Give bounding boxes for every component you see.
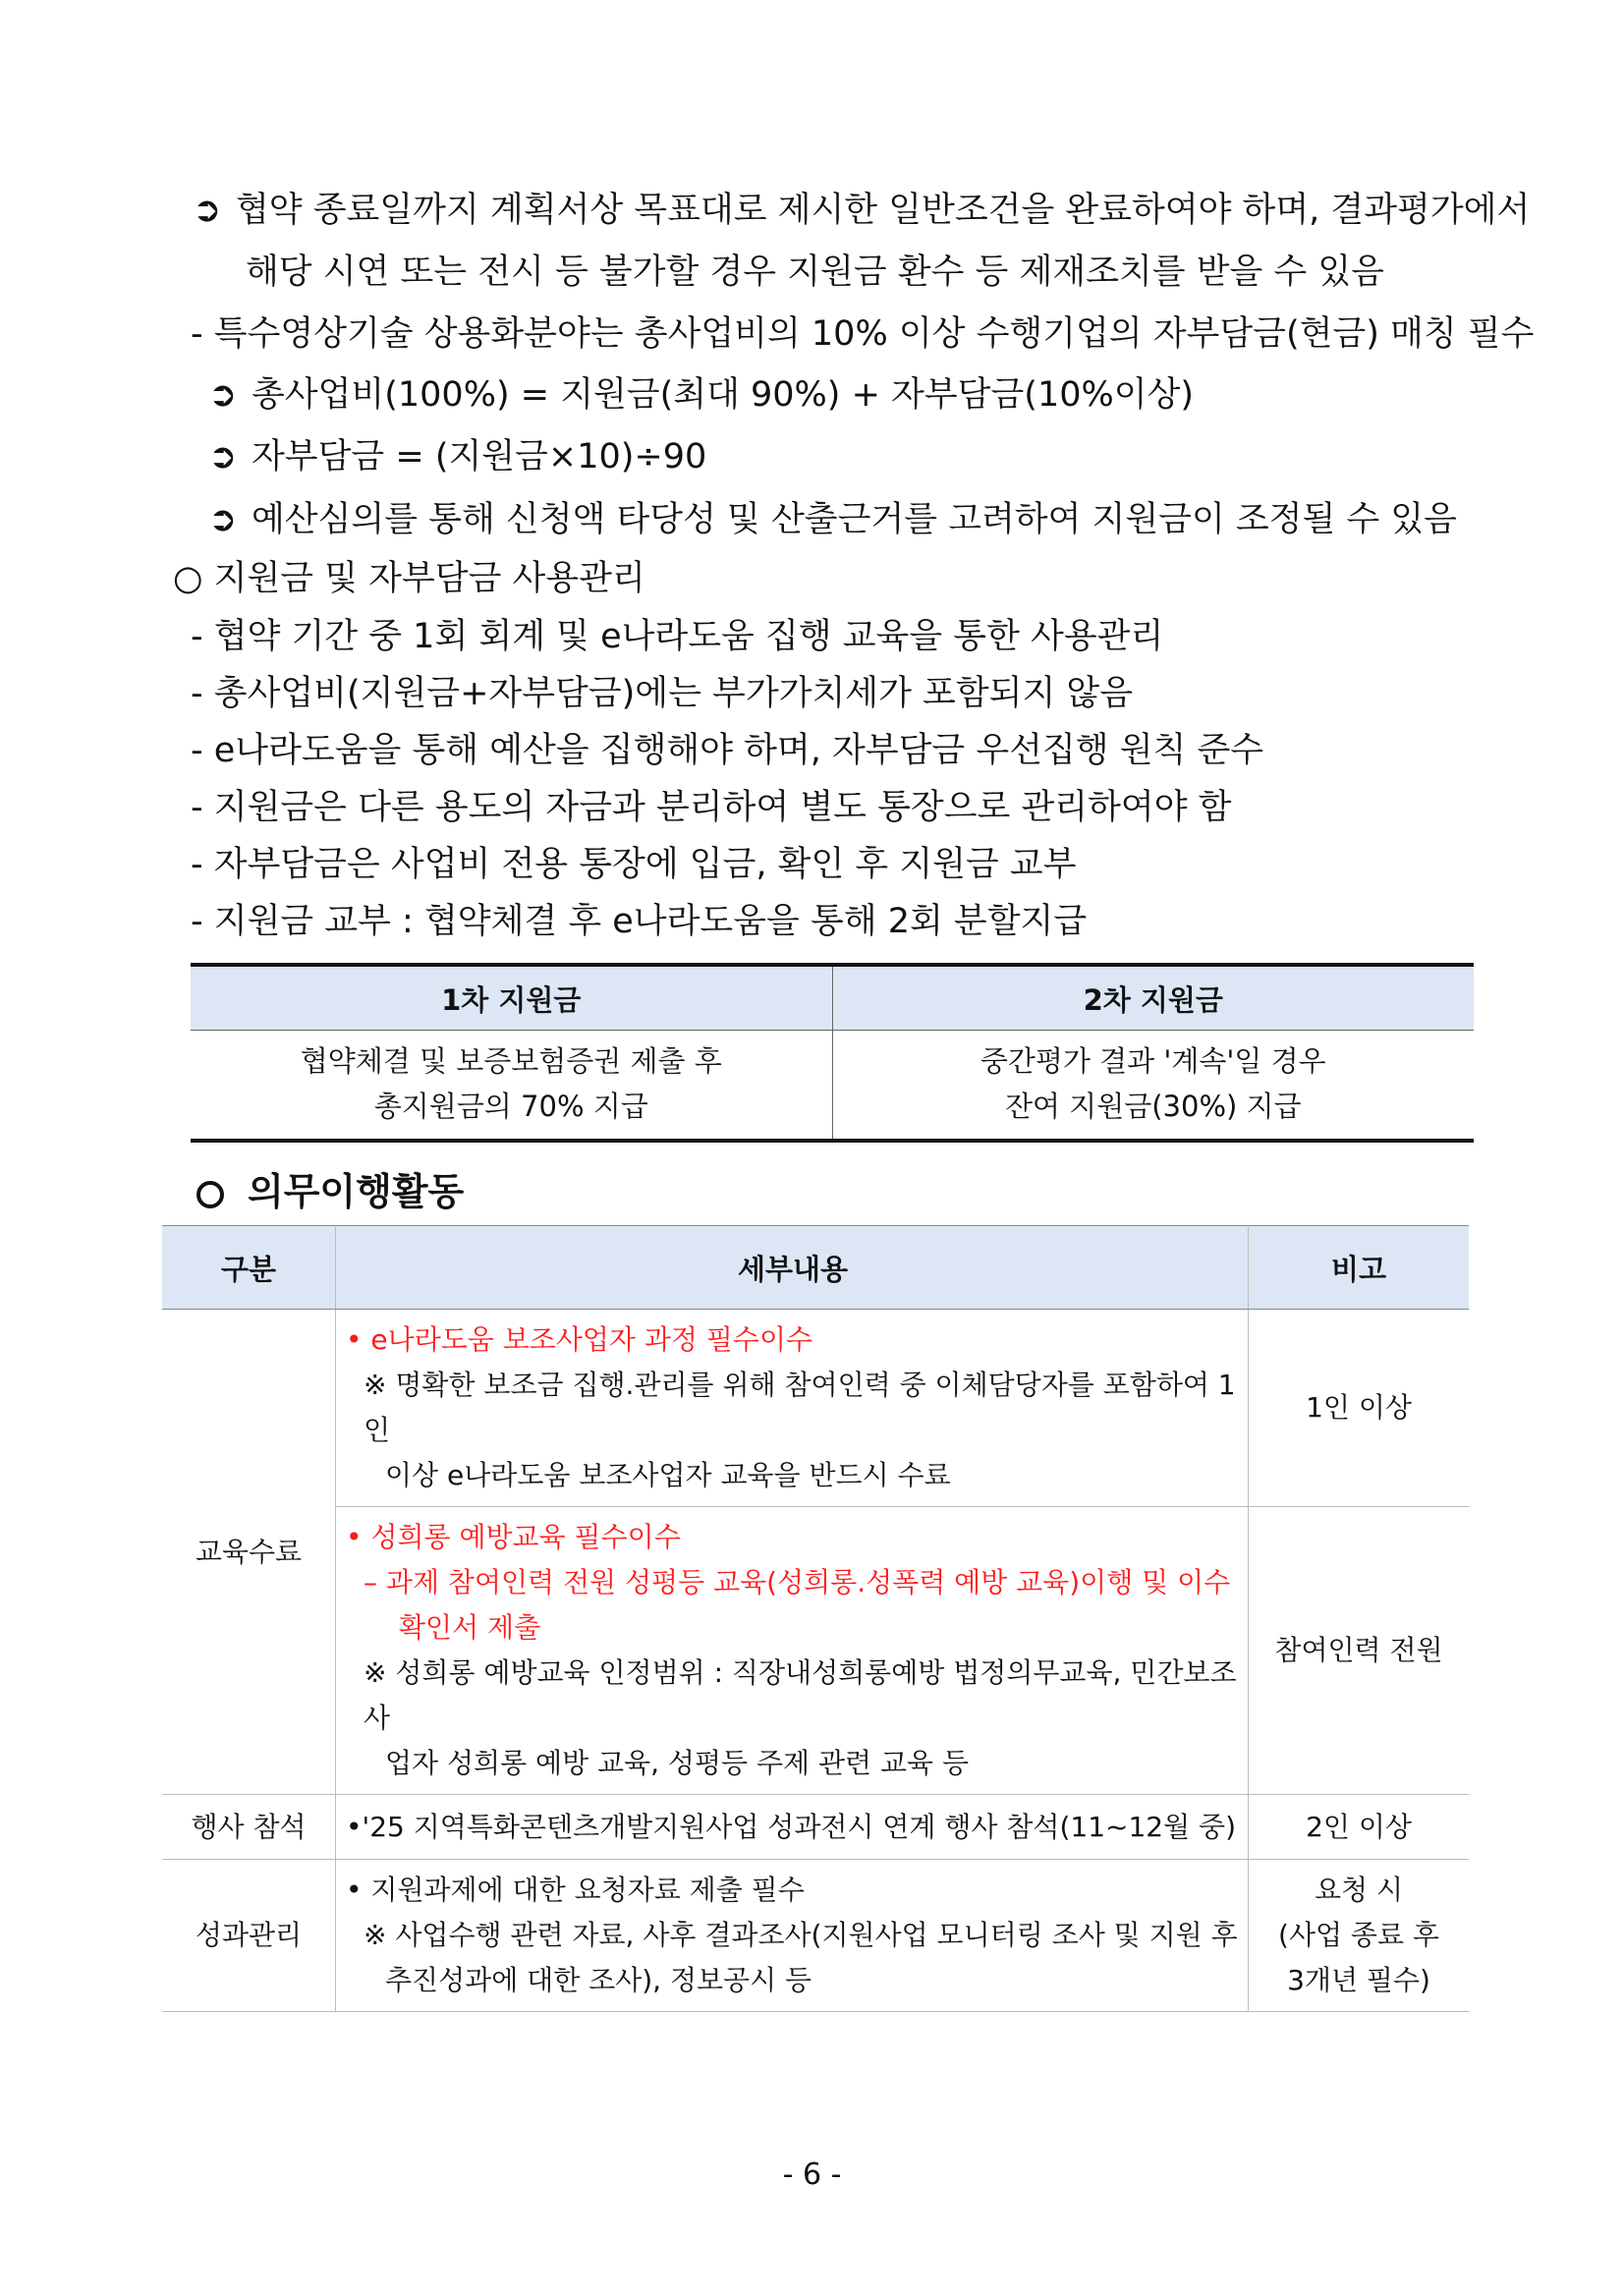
usage-heading: ○ 지원금 및 자부담금 사용관리 (173, 559, 645, 598)
arrow-right-icon: ➲ (208, 375, 238, 415)
header-category: 구분 (162, 1226, 336, 1310)
table-row (162, 1507, 1469, 1795)
intro-line-2: 해당 시연 또는 전시 등 불가할 경우 지원금 환수 등 제재조치를 받을 수 있음 (246, 252, 1384, 292)
second-payment-cell: 중간평가 결과 '계속'일 경우 잔여 지원금(30%) 지급 (832, 1031, 1474, 1142)
detail-enara: • e나라도움 보조사업자 과정 필수이수 ※ 명확한 보조금 집행.관리를 위해 참여인력 중 이체담당자를 포함하여 1인 이상 e나라도움 보조사업자 교육을 반드시 수료 (336, 1310, 1249, 1507)
category-performance: 성과관리 (162, 1860, 336, 2012)
usage-item: - 자부담금은 사업비 전용 통장에 입금, 확인 후 지원금 교부 (191, 845, 1077, 884)
detail-harassment: • 성희롱 예방교육 필수이수 – 과제 참여인력 전원 성평등 교육(성희롱.성폭력 예방 교육)이행 및 이수 확인서 제출 ※ 성희롱 예방교육 인정범위 : 직장내성희롱예방 법정의무교육, 민간보조사 업자 성희롱 예방 교육, 성평등 주제 관련 교육 등 (336, 1507, 1249, 1795)
obligation-table (162, 1225, 1469, 2012)
obligation-title: 의무이행활동 (196, 1161, 464, 1215)
first-payment-cell: 협약체결 및 보증보험증권 제출 후 총지원금의 70% 지급 (191, 1031, 832, 1142)
usage-item: - 지원금은 다른 용도의 자금과 분리하여 별도 통장으로 관리하여야 함 (191, 788, 1232, 827)
note-enara: 1인 이상 (1249, 1310, 1470, 1507)
detail-event: •'25 지역특화콘텐츠개발지원사업 성과전시 연계 행사 참석(11~12월 중) (336, 1795, 1249, 1860)
usage-item: - 지원금 교부 : 협약체결 후 e나라도움을 통해 2회 분할지급 (191, 902, 1088, 941)
arrow-right-icon: ➲ (208, 500, 238, 539)
header-second-payment: 2차 지원금 (832, 965, 1474, 1031)
usage-item: - 총사업비(지원금+자부담금)에는 부가가치세가 포함되지 않음 (191, 674, 1134, 713)
intro-line-6: ➲ 예산심의를 통해 신청액 타당성 및 산출근거를 고려하여 지원금이 조정될 수 있음 (208, 500, 1457, 539)
payment-table-header (191, 965, 1474, 1031)
page-number: - 6 - (782, 2157, 842, 2192)
note-event: 2인 이상 (1249, 1795, 1470, 1860)
category-event: 행사 참석 (162, 1795, 336, 1860)
intro-line-3: - 특수영상기술 상용화분야는 총사업비의 10% 이상 수행기업의 자부담금(현금) 매칭 필수 (191, 314, 1535, 354)
payment-table-row (191, 1031, 1474, 1142)
table-row (162, 1860, 1469, 2012)
usage-item: - 협약 기간 중 1회 회계 및 e나라도움 집행 교육을 통한 사용관리 (191, 617, 1164, 656)
payment-table (191, 963, 1474, 1143)
header-first-payment: 1차 지원금 (191, 965, 832, 1031)
header-note: 비고 (1249, 1226, 1470, 1310)
obligation-table-header (162, 1226, 1469, 1310)
header-detail: 세부내용 (336, 1226, 1249, 1310)
hollow-circle-icon (196, 1181, 224, 1208)
note-harassment: 참여인력 전원 (1249, 1507, 1470, 1795)
table-row (162, 1795, 1469, 1860)
usage-item: - e나라도움을 통해 예산을 집행해야 하며, 자부담금 우선집행 원칙 준수 (191, 731, 1264, 770)
note-performance: 요청 시 (사업 종료 후 3개년 필수) (1249, 1860, 1470, 2012)
arrow-right-icon: ➲ (208, 437, 238, 476)
category-education: 교육수료 (162, 1310, 336, 1795)
arrow-right-icon: ➲ (193, 191, 222, 230)
intro-line-1: ➲ 협약 종료일까지 계획서상 목표대로 제시한 일반조건을 완료하여야 하며, 결과평가에서 (193, 191, 1531, 230)
intro-line-4: ➲ 총사업비(100%) = 지원금(최대 90%) + 자부담금(10%이상) (208, 375, 1195, 415)
detail-performance: • 지원과제에 대한 요청자료 제출 필수 ※ 사업수행 관련 자료, 사후 결과조사(지원사업 모니터링 조사 및 지원 후 추진성과에 대한 조사), 정보공시 등 (336, 1860, 1249, 2012)
intro-line-5: ➲ 자부담금 = (지원금×10)÷90 (208, 437, 707, 476)
table-row (162, 1310, 1469, 1507)
